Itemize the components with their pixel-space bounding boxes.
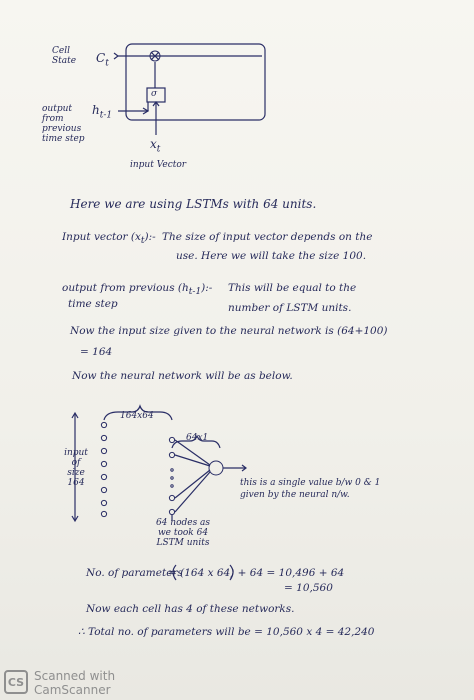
hidden-nodes — [169, 437, 174, 514]
output-heading-1: output from previous $(h_{t-1}):-$ — [62, 282, 213, 298]
input-size-label: input of size 164 — [64, 448, 88, 488]
input-size-line: Now the input size given to the neural network is (64+100) — [70, 325, 388, 337]
output-note-2: given by the neural n/w. — [240, 490, 350, 500]
camscanner-logo: CS — [4, 670, 28, 694]
hidden-output-connections — [175, 440, 210, 512]
output-heading-2: time step — [68, 298, 118, 310]
each-cell-line: Now each cell has 4 of these networks. — [86, 603, 295, 615]
output-node — [209, 461, 223, 475]
params-result: = 10,560 — [284, 582, 333, 594]
input-nodes — [101, 422, 106, 516]
output-text-2: number of LSTM units. — [228, 302, 352, 314]
ht-label: $h_{t-1}$ — [92, 103, 113, 121]
params-label: No. of parameters — [86, 567, 183, 579]
brace-top-label: 164x64 — [120, 411, 154, 421]
network-line: Now the neural network will be as below. — [72, 370, 293, 382]
output-note-1: this is a single value b/w 0 & 1 — [240, 478, 381, 488]
sigma-symbol: σ — [151, 89, 158, 99]
ct-label: $C_t$ — [96, 51, 109, 69]
watermark-line-1: Scanned with — [34, 669, 116, 683]
input-size-result: = 164 — [80, 346, 113, 358]
output-text-1: This will be equal to the — [228, 282, 357, 294]
cell-state-label: Cell State — [52, 46, 77, 66]
input-vector-label: input Vector — [130, 160, 187, 170]
input-vector-text-1: The size of input vector depends on the — [162, 231, 373, 243]
input-vector-heading: Input vector $(x_t):-$ — [62, 231, 156, 247]
camscanner-watermark — [0, 668, 140, 700]
brace-mid-label: 64x1 — [186, 433, 209, 443]
watermark-line-2: CamScanner — [34, 683, 111, 697]
input-vector-text-2: use. Here we will take the size 100. — [176, 250, 367, 262]
output-previous-label: output from previous time step — [42, 104, 85, 144]
hidden-nodes-label: 64 nodes as we took 64 LSTM units — [155, 518, 211, 548]
total-params-line: ∴ Total no. of parameters will be = 10,560 x 4 = 42,240 — [78, 626, 375, 638]
params-expression: = (164 x 64) + 64 = 10,496 + 64 — [168, 567, 345, 579]
xt-label: $x_t$ — [150, 137, 161, 155]
note-lstm-units: Here we are using LSTMs with 64 units. — [70, 197, 317, 211]
